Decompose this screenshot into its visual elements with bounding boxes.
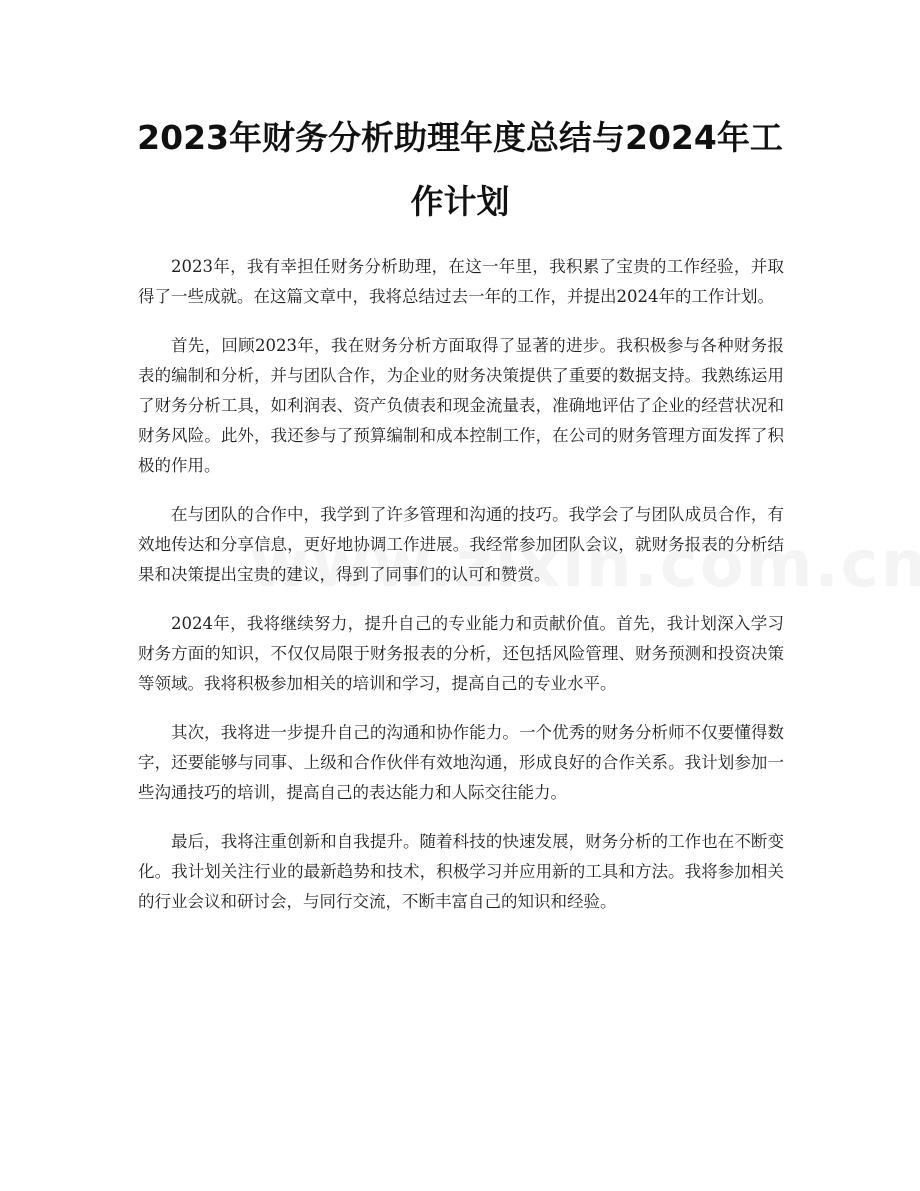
paragraph-intro: 2023年，我有幸担任财务分析助理，在这一年里，我积累了宝贵的工作经验，并取得了一些成就。在这篇文章中，我将总结过去一年的工作，并提出2024年的工作计划。 [138,257,784,306]
paragraph-plan-innovation: 最后，我将注重创新和自我提升。随着科技的快速发展，财务分析的工作也在不断变化。我计划关注行业的最新趋势和技术，积极学习并应用新的工具和方法。我将参加相关的行业会议和研讨会，与同行交流，不断丰富自己的知识和经验。 [138,832,784,911]
paragraph-teamwork: 在与团队的合作中，我学到了许多管理和沟通的技巧。我学会了与团队成员合作，有效地传达和分享信息，更好地协调工作进展。我经常参加团队会议，就财务报表的分析结果和决策提出宝贵的建议，得到了同事们的认可和赞赏。 [138,505,784,584]
paragraph-review: 首先，回顾2023年，我在财务分析方面取得了显著的进步。我积极参与各种财务报表的编制和分析，并与团队合作，为企业的财务决策提供了重要的数据支持。我熟练运用了财务分析工具，如利润表、资产负债表和现金流量表，准确地评估了企业的经营状况和财务风险。此外，我还参与了预算编制和成本控制工作，在公司的财务管理方面发挥了积极的作用。 [138,336,784,475]
paragraph-plan-communication: 其次，我将进一步提升自己的沟通和协作能力。一个优秀的财务分析师不仅要懂得数字，还要能够与同事、上级和合作伙伴有效地沟通，形成良好的合作关系。我计划参加一些沟通技巧的培训，提高自己的表达能力和人际交往能力。 [138,723,784,802]
page-title: 2023年财务分析助理年度总结与2024年工作计划 [137,118,783,221]
document-body [138,252,784,936]
paragraph-plan-learning: 2024年，我将继续努力，提升自己的专业能力和贡献价值。首先，我计划深入学习财务方面的知识，不仅仅局限于财务报表的分析，还包括风险管理、财务预测和投资决策等领域。我将积极参加相关的培训和学习，提高自己的专业水平。 [138,614,784,693]
